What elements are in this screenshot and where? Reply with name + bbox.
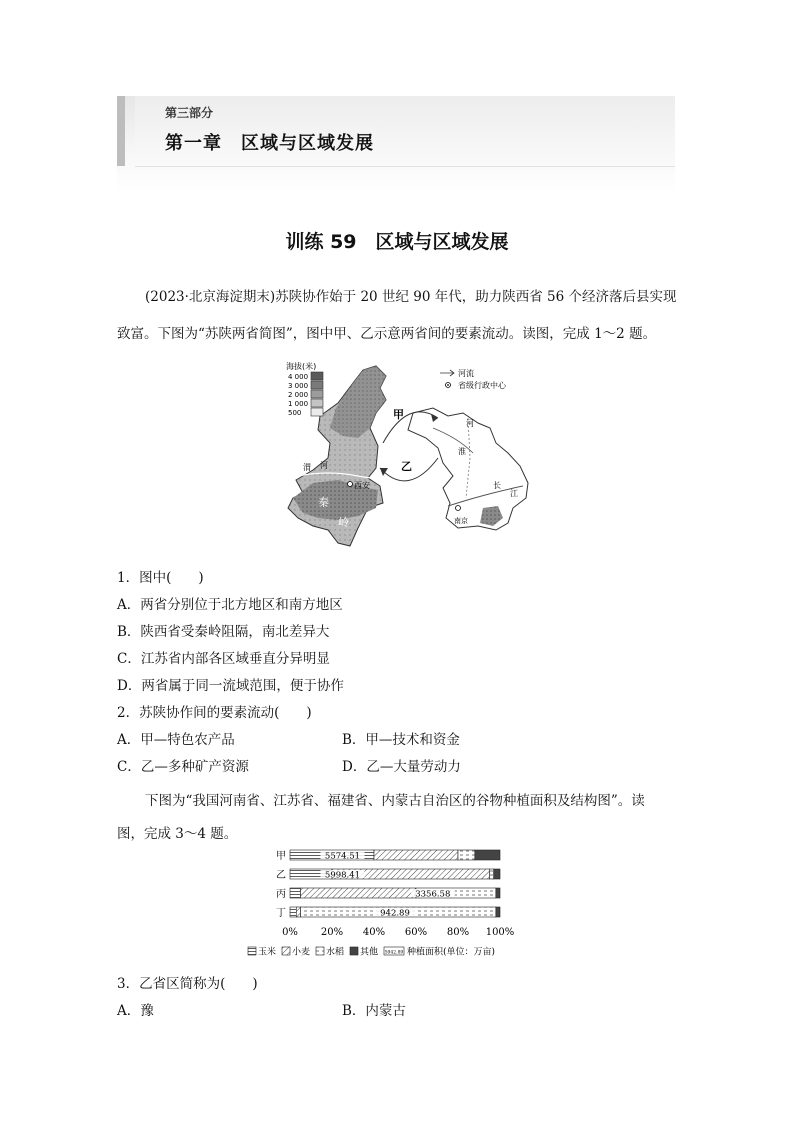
- category-label: 丙: [276, 889, 286, 900]
- bar-segment: [490, 869, 494, 879]
- bar-segment: [290, 907, 296, 917]
- yi-label: 乙: [401, 460, 412, 473]
- altitude-legend: [288, 372, 323, 417]
- intro1-line1: (2023·北京海淀期末)苏陕协作始于 20 世纪 90 年代，助力陕西省 56 个经济落后县实现: [145, 289, 677, 305]
- intro2-line1: 下图为“我国河南省、江苏省、福建省、内蒙古自治区的谷物种植面积及结构图”。读: [145, 793, 645, 809]
- area-label: 5574.51: [324, 851, 361, 862]
- x-tick-label: 80%: [446, 927, 470, 938]
- river-legend-icon: [440, 370, 454, 376]
- q1-option-a: A．两省分别位于北方地区和南方地区: [117, 597, 343, 613]
- q2-option-b: B．甲—技术和资金: [342, 732, 460, 748]
- chang-label: 长: [493, 481, 501, 490]
- banner-inner: [135, 96, 675, 167]
- bar-segment: [494, 869, 500, 879]
- river-legend-label: 河流: [458, 369, 474, 378]
- x-tick-label: 20%: [320, 927, 344, 938]
- river-label-2: 河: [466, 419, 474, 428]
- legend-swatch: [282, 947, 290, 955]
- chapter-banner: [117, 96, 675, 192]
- bar-segment: [296, 907, 300, 917]
- bar-segment: [290, 888, 301, 898]
- legend-label: 玉米: [258, 947, 277, 958]
- wei-label: 渭: [303, 463, 311, 472]
- exercise-title: 训练 59 区域与区域发展: [285, 231, 509, 253]
- altitude-legend-title: 海拔(米): [286, 362, 317, 371]
- banner-accent-bar: [117, 96, 125, 166]
- q1-stem: 1．图中( ): [117, 570, 204, 586]
- chart-legend: [248, 946, 495, 958]
- area-label: 3356.58: [415, 889, 451, 900]
- bar-segment: [301, 888, 417, 898]
- bar-segment: [458, 850, 475, 860]
- category-label: 丁: [276, 908, 286, 919]
- bar-segment: [475, 850, 500, 860]
- x-tick-label: 40%: [362, 927, 386, 938]
- legend-swatch: [248, 947, 256, 955]
- q2-stem: 2．苏陕协作间的要素流动( ): [117, 705, 312, 721]
- category-label: 乙: [276, 870, 286, 881]
- altitude-level-swatch: [311, 399, 323, 407]
- legend-label: 其他: [360, 947, 379, 958]
- area-label: 5998.41: [324, 870, 361, 881]
- area-label: 942.89: [380, 908, 410, 919]
- q3-stem: 3．乙省区简称为( ): [117, 976, 258, 992]
- su-shaan-map: [258, 358, 533, 548]
- q2-option-c: C．乙—多种矿产资源: [117, 759, 249, 775]
- ling-label: 岭: [338, 516, 349, 529]
- chart-x-axis: [282, 927, 514, 938]
- capital-legend-label: 省级行政中心: [458, 381, 506, 390]
- huai-label: 淮: [458, 447, 466, 456]
- jia-label: 甲: [393, 408, 404, 421]
- altitude-level-label: 1 000: [288, 400, 309, 408]
- altitude-level-label: 4 000: [288, 373, 309, 381]
- legend-swatch: [316, 947, 324, 955]
- legend-label: 水稻: [326, 947, 345, 958]
- altitude-level-label: 2 000: [288, 391, 309, 399]
- legend-swatch: [350, 947, 358, 955]
- he-label: 河: [320, 461, 328, 470]
- xian-label: 西安: [354, 481, 370, 490]
- grain-structure-chart: [238, 845, 558, 965]
- q3-option-a: A．豫: [117, 1003, 154, 1019]
- intro2-line2: 图，完成 3～4 题。: [117, 826, 238, 842]
- bar-segment: [374, 850, 458, 860]
- legend-label: 种植面积(单位：万亩): [407, 947, 496, 958]
- q2-option-a: A．甲—特色农产品: [117, 732, 235, 748]
- q3-option-b: B．内蒙古: [342, 1003, 406, 1019]
- chart-bars: [276, 850, 500, 919]
- nanjing-marker: [456, 506, 461, 511]
- x-tick-label: 100%: [485, 927, 515, 938]
- legend-sample-value: 5942.89: [384, 950, 404, 956]
- qin-label: 秦: [318, 496, 329, 509]
- q2-option-d: D．乙—大量劳动力: [342, 759, 461, 775]
- altitude-level-label: 500: [288, 409, 302, 417]
- nanjing-label: 南京: [454, 517, 468, 525]
- legend-label: 小麦: [292, 947, 311, 958]
- chapter-title: 第一章 区域与区域发展: [165, 133, 374, 154]
- intro1-line2: 致富。下图为“苏陕两省简图”，图中甲、乙示意两省间的要素流动。读图，完成 1～2 题。: [117, 326, 657, 342]
- x-tick-label: 0%: [282, 927, 298, 938]
- bar-segment: [496, 888, 500, 898]
- category-label: 甲: [276, 851, 286, 862]
- altitude-level-swatch: [311, 390, 323, 398]
- x-tick-label: 60%: [404, 927, 428, 938]
- q1-option-d: D．两省属于同一流域范围，便于协作: [117, 678, 344, 694]
- bar-segment: [496, 907, 500, 917]
- altitude-level-swatch: [311, 408, 323, 416]
- xian-marker: [348, 482, 353, 487]
- part-label: 第三部分: [165, 106, 214, 120]
- altitude-level-swatch: [311, 372, 323, 380]
- altitude-level-label: 3 000: [288, 382, 309, 390]
- q1-option-c: C．江苏省内部各区域垂直分异明显: [117, 651, 330, 667]
- altitude-level-swatch: [311, 381, 323, 389]
- jiang-label: 江: [510, 489, 518, 498]
- q1-option-b: B．陕西省受秦岭阻隔，南北差异大: [117, 624, 330, 640]
